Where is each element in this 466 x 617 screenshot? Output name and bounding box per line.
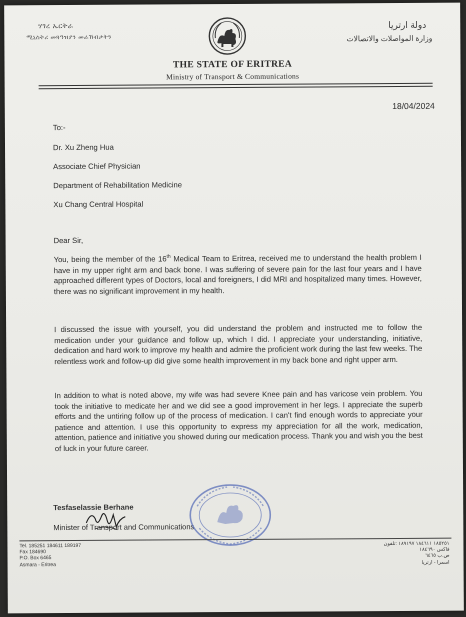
to-label: To:- [52,123,66,133]
footer-fax-arabic: فاكس ١٨٤٦٩٠ [419,546,450,554]
footer-pobox: P.O. Box 6465 [19,555,52,562]
footer-tel: Tel. 185251 184611 189197 [19,542,82,550]
p1-ordinal-suffix: th [166,253,171,260]
footer-tel-arabic: ١٨٥٢٥١ ١٨٤٦١١ ١٨٩١٩٧ :تلفون [383,540,450,548]
tigrinya-header-line2: ሚኒስትሪ መጓዓዝያን መራኸብታትን [26,34,112,42]
arabic-header-line1: دولة ارتريا [388,19,427,31]
letter-page [4,3,464,614]
p1-text-rest: Medical Team to Eritrea, received me to understand the health problem I have in my upper right arm and back bone. I was suffering of severe pain for the last four years and I have approached different types of Doctors, local and foreigners, I did MRI and hospitalized many times. However, there was no significant improvement in my health. [53,252,422,296]
state-title: THE STATE OF ERITREA [172,59,293,71]
p1-text-start: You, being the member of the 16 [53,254,167,265]
arabic-header-line2: وزارة المواصلات والاتصالات [346,33,433,44]
footer-pobox-arabic: ص.ب ٦٤٦٥ [425,553,450,560]
footer-fax: Fax 184690 [19,549,46,556]
body-paragraph-3: In addition to what is noted above, my wife was had severe Knee pain and has varicose vein problem. You took the initiative to medicate her and we did see a good improvement in her legs. I appreciate the superb efforts and the untiring follow up of the process of medication. I can't find enough words to appreciate your patience and attention. I use this opportunity to express my appreciation for all the work, medication, attention, patience and initiative you showed during our medication process. Thank you and wish you the best of luck in your future career. [54,388,423,454]
signatory-title: Minister of Transport and Communications [53,522,195,533]
recipient-hospital: Xu Chang Central Hospital [53,199,144,210]
salutation: Dear Sir, [53,235,84,246]
body-paragraph-2: I discussed the issue with yourself, you did understand the problem and instructed me to follow the medication under your guidance and follow up, which I did. I appreciate your understanding, initiative, dedication and hard work to improve my health and admire the proficient work during the last few weeks. The relentless work and follow-up did give some health improvement in my back bone and right upper arm. [54,322,423,366]
ministry-title: Ministry of Transport & Communications [166,71,300,82]
body-paragraph-1 [54,253,422,298]
letter-date: 18/04/2024 [392,100,435,112]
recipient-title: Associate Chief Physician [53,161,141,172]
recipient-department: Department of Rehabilitation Medicine [53,180,183,191]
footer-city: Asmara - Eritrea [19,561,56,568]
recipient-name: Dr. Xu Zheng Hua [52,142,114,153]
tigrinya-header-line1: ሃገረ ኤርትራ [38,22,74,31]
footer-contact-arabic [384,541,450,566]
footer-contact-english [19,543,81,568]
footer-city-arabic: اسمرا - ارتريا [421,559,450,566]
signatory-name: Tesfaselassie Berhane [53,502,134,513]
eritrea-emblem-icon [207,16,247,56]
